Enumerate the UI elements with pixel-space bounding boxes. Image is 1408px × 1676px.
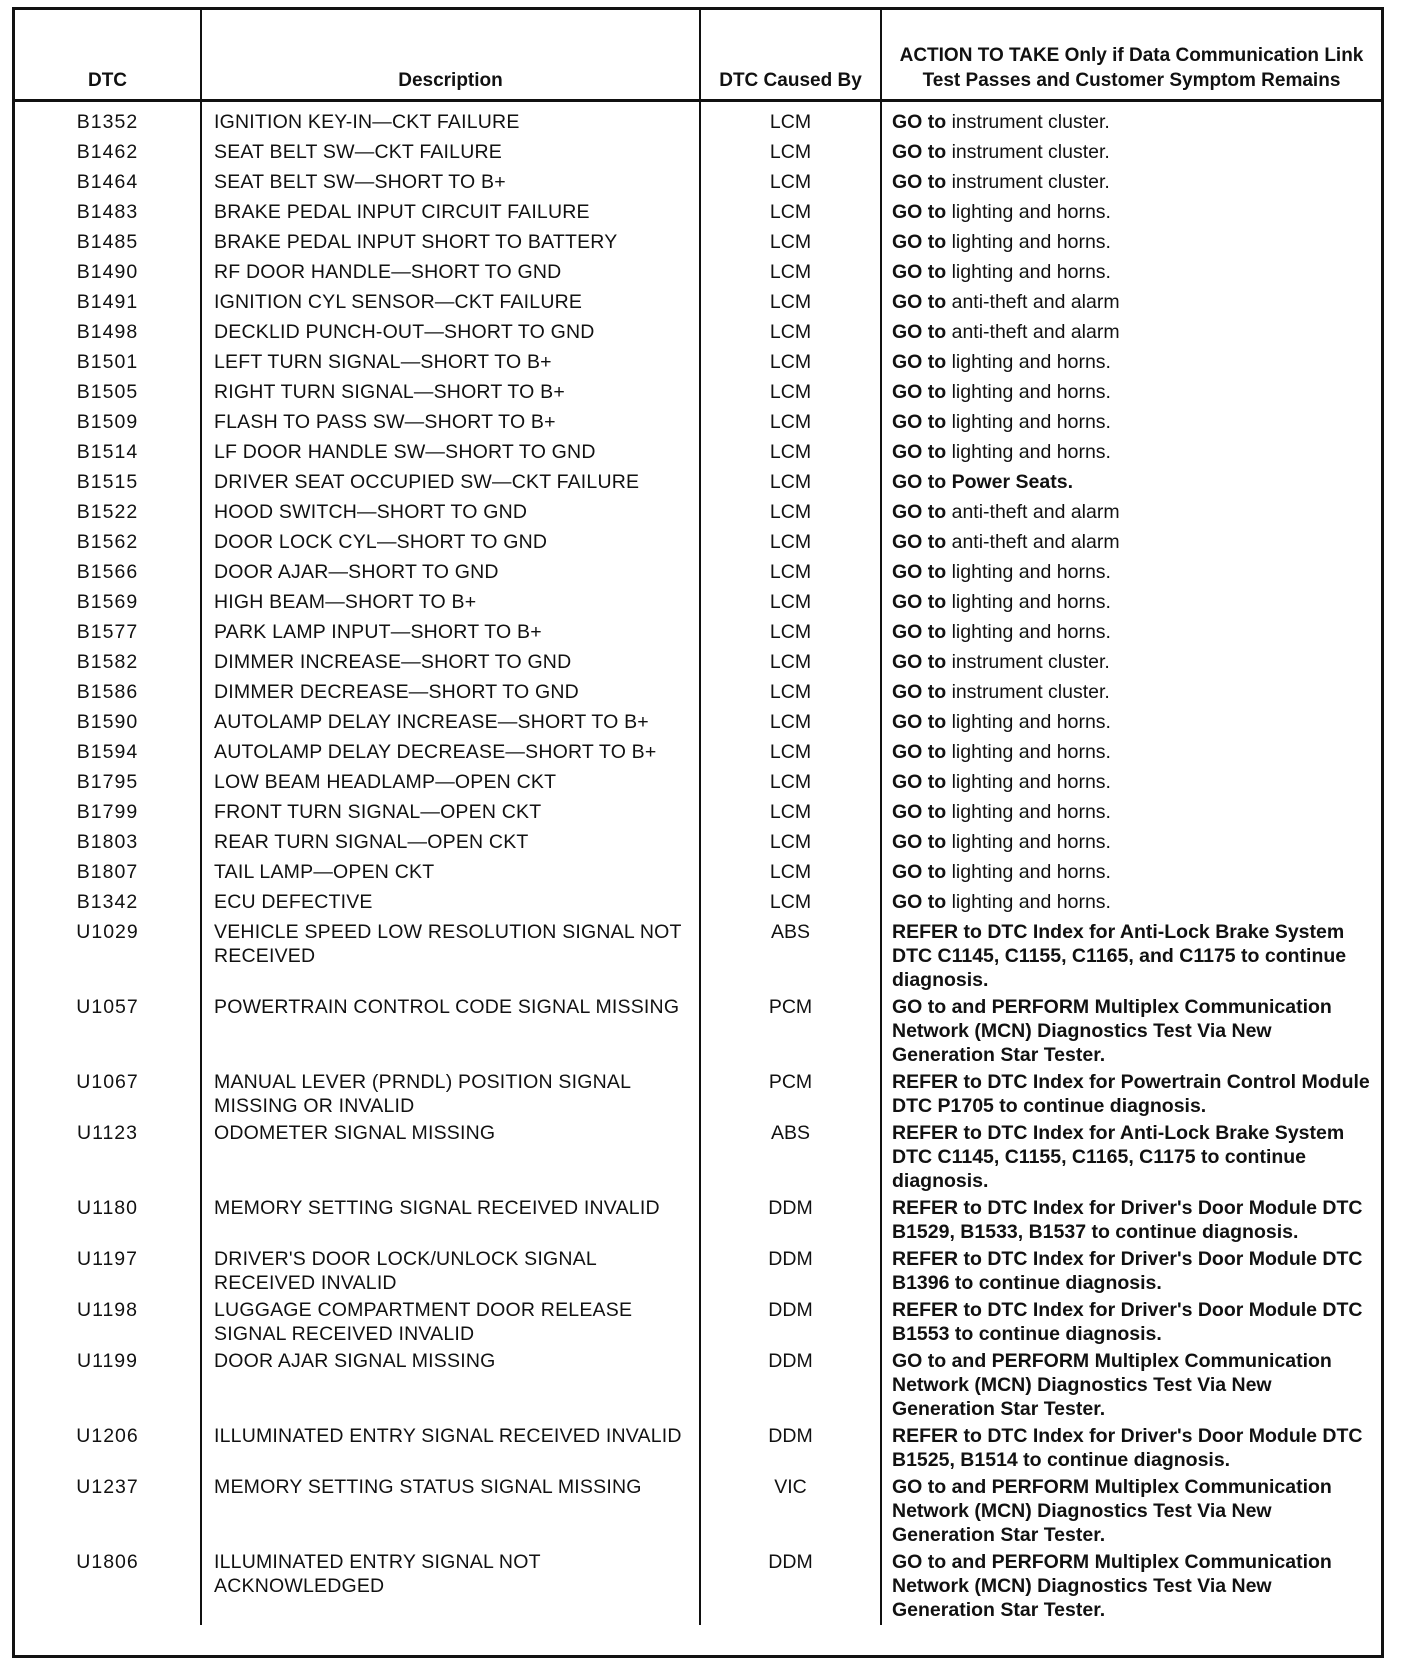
table-row	[15, 590, 1381, 620]
dtc-description: DECKLID PUNCH-OUT—SHORT TO GND	[201, 320, 700, 350]
table-row	[15, 995, 1381, 1070]
action-target: lighting and horns.	[951, 231, 1111, 253]
table-row	[15, 530, 1381, 560]
dtc-description: MANUAL LEVER (PRNDL) POSITION SIGNAL MISSING OR INVALID	[201, 1070, 700, 1121]
action-target: anti-theft and alarm	[951, 291, 1120, 313]
dtc-caused-by: DDM	[700, 1298, 881, 1349]
dtc-action	[881, 680, 1381, 710]
action-verb: GO to	[892, 801, 947, 823]
dtc-description: POWERTRAIN CONTROL CODE SIGNAL MISSING	[201, 995, 700, 1070]
table-row	[15, 830, 1381, 860]
header-dtc: DTC	[15, 10, 201, 101]
table-row	[15, 101, 1381, 141]
action-verb: GO to	[892, 591, 947, 613]
dtc-code: U1806	[76, 1551, 139, 1573]
dtc-action: REFER to DTC Index for Anti-Lock Brake System DTC C1145, C1155, C1165, C1175 to continue diagnosis.	[881, 1121, 1381, 1196]
header-action: ACTION TO TAKE Only if Data Communication Link Test Passes and Customer Symptom Remains	[881, 10, 1381, 101]
dtc-code: B1515	[76, 471, 139, 493]
action-target: lighting and horns.	[951, 411, 1111, 433]
action-target: lighting and horns.	[951, 831, 1111, 853]
dtc-code: B1594	[76, 741, 139, 763]
dtc-action	[881, 740, 1381, 770]
dtc-action	[881, 170, 1381, 200]
action-verb: GO to	[892, 771, 947, 793]
action-target: lighting and horns.	[951, 741, 1111, 763]
dtc-code: B1498	[76, 321, 139, 343]
dtc-caused-by: LCM	[700, 290, 881, 320]
dtc-action	[881, 800, 1381, 830]
action-verb: GO to	[892, 291, 947, 313]
dtc-action: GO to and PERFORM Multiplex Communication Network (MCN) Diagnostics Test Via New Generation Star Tester.	[881, 1550, 1381, 1625]
table-row	[15, 290, 1381, 320]
table-row	[15, 620, 1381, 650]
dtc-table	[15, 10, 1381, 1625]
action-verb: GO to	[892, 651, 947, 673]
table-row	[15, 710, 1381, 740]
dtc-description: RIGHT TURN SIGNAL—SHORT TO B+	[201, 380, 700, 410]
table-row	[15, 1121, 1381, 1196]
table-row	[15, 140, 1381, 170]
dtc-code: B1505	[76, 381, 139, 403]
dtc-caused-by: LCM	[700, 650, 881, 680]
dtc-caused-by: ABS	[700, 1121, 881, 1196]
dtc-caused-by: LCM	[700, 320, 881, 350]
dtc-code: B1352	[76, 111, 139, 133]
dtc-action: GO to and PERFORM Multiplex Communication Network (MCN) Diagnostics Test Via New Generation Star Tester.	[881, 1475, 1381, 1550]
dtc-caused-by: LCM	[700, 560, 881, 590]
dtc-caused-by: LCM	[700, 470, 881, 500]
action-verb: GO to	[892, 171, 947, 193]
action-target: lighting and horns.	[951, 621, 1111, 643]
header-caused-by: DTC Caused By	[700, 10, 881, 101]
dtc-action	[881, 560, 1381, 590]
action-verb: GO to	[892, 681, 947, 703]
dtc-description: VEHICLE SPEED LOW RESOLUTION SIGNAL NOT RECEIVED	[201, 920, 700, 995]
dtc-description: HOOD SWITCH—SHORT TO GND	[201, 500, 700, 530]
action-verb: GO to	[892, 141, 947, 163]
table-row	[15, 1349, 1381, 1424]
dtc-description: AUTOLAMP DELAY INCREASE—SHORT TO B+	[201, 710, 700, 740]
dtc-description: RF DOOR HANDLE—SHORT TO GND	[201, 260, 700, 290]
dtc-description: LF DOOR HANDLE SW—SHORT TO GND	[201, 440, 700, 470]
dtc-action: REFER to DTC Index for Driver's Door Module DTC B1396 to continue diagnosis.	[881, 1247, 1381, 1298]
dtc-description: FLASH TO PASS SW—SHORT TO B+	[201, 410, 700, 440]
table-body	[15, 101, 1381, 1626]
dtc-action	[881, 710, 1381, 740]
dtc-code: B1462	[76, 141, 139, 163]
action-target: anti-theft and alarm	[951, 321, 1120, 343]
dtc-code: B1582	[76, 651, 139, 673]
dtc-action	[881, 380, 1381, 410]
dtc-caused-by: LCM	[700, 620, 881, 650]
action-target: lighting and horns.	[951, 351, 1111, 373]
dtc-caused-by: LCM	[700, 440, 881, 470]
dtc-action	[881, 440, 1381, 470]
dtc-code: B1501	[76, 351, 139, 373]
dtc-caused-by: LCM	[700, 680, 881, 710]
table-row	[15, 740, 1381, 770]
dtc-code: B1803	[76, 831, 139, 853]
dtc-table-sheet	[12, 7, 1384, 1658]
dtc-code: B1562	[76, 531, 139, 553]
dtc-description: SEAT BELT SW—SHORT TO B+	[201, 170, 700, 200]
dtc-description: FRONT TURN SIGNAL—OPEN CKT	[201, 800, 700, 830]
dtc-description: DRIVER SEAT OCCUPIED SW—CKT FAILURE	[201, 470, 700, 500]
dtc-code: B1509	[76, 411, 139, 433]
dtc-code: B1795	[76, 771, 139, 793]
dtc-caused-by: LCM	[700, 170, 881, 200]
dtc-action	[881, 770, 1381, 800]
dtc-description: LEFT TURN SIGNAL—SHORT TO B+	[201, 350, 700, 380]
action-verb: GO to	[892, 561, 947, 583]
dtc-caused-by: LCM	[700, 410, 881, 440]
table-row	[15, 470, 1381, 500]
table-row	[15, 200, 1381, 230]
dtc-description: DOOR AJAR—SHORT TO GND	[201, 560, 700, 590]
dtc-description: ILLUMINATED ENTRY SIGNAL RECEIVED INVALID	[201, 1424, 700, 1475]
dtc-description: BRAKE PEDAL INPUT SHORT TO BATTERY	[201, 230, 700, 260]
dtc-action	[881, 410, 1381, 440]
dtc-action	[881, 620, 1381, 650]
dtc-code: B1491	[76, 291, 139, 313]
dtc-code: B1522	[76, 501, 139, 523]
action-target: instrument cluster.	[951, 111, 1110, 133]
table-row	[15, 650, 1381, 680]
dtc-caused-by: LCM	[700, 260, 881, 290]
dtc-description: DOOR AJAR SIGNAL MISSING	[201, 1349, 700, 1424]
dtc-code: B1566	[76, 561, 139, 583]
action-target: lighting and horns.	[951, 591, 1111, 613]
action-target: lighting and horns.	[951, 861, 1111, 883]
action-target: lighting and horns.	[951, 441, 1111, 463]
table-row	[15, 860, 1381, 890]
dtc-code: U1198	[76, 1299, 138, 1321]
dtc-description: DOOR LOCK CYL—SHORT TO GND	[201, 530, 700, 560]
dtc-action	[881, 290, 1381, 320]
table-row	[15, 1247, 1381, 1298]
action-verb: GO to	[892, 231, 947, 253]
dtc-action	[881, 230, 1381, 260]
dtc-action	[881, 140, 1381, 170]
dtc-action	[881, 860, 1381, 890]
table-row	[15, 920, 1381, 995]
action-verb: GO to	[892, 441, 947, 463]
dtc-description: IGNITION KEY-IN—CKT FAILURE	[201, 101, 700, 141]
dtc-code: B1577	[76, 621, 139, 643]
dtc-caused-by: PCM	[700, 995, 881, 1070]
dtc-code: U1180	[76, 1197, 138, 1219]
dtc-action	[881, 830, 1381, 860]
dtc-action	[881, 101, 1381, 141]
dtc-caused-by: LCM	[700, 380, 881, 410]
dtc-caused-by: LCM	[700, 770, 881, 800]
dtc-caused-by: LCM	[700, 710, 881, 740]
table-row	[15, 170, 1381, 200]
action-verb: GO to	[892, 741, 947, 763]
dtc-code: U1199	[76, 1350, 138, 1372]
dtc-action	[881, 350, 1381, 380]
dtc-description: ECU DEFECTIVE	[201, 890, 700, 920]
action-target: anti-theft and alarm	[951, 501, 1120, 523]
action-target: lighting and horns.	[951, 561, 1111, 583]
action-target: instrument cluster.	[951, 171, 1110, 193]
dtc-description: TAIL LAMP—OPEN CKT	[201, 860, 700, 890]
action-target: lighting and horns.	[951, 891, 1111, 913]
action-target: instrument cluster.	[951, 651, 1110, 673]
header-description: Description	[201, 10, 700, 101]
table-row	[15, 800, 1381, 830]
dtc-description: SEAT BELT SW—CKT FAILURE	[201, 140, 700, 170]
dtc-code: B1464	[76, 171, 139, 193]
action-target: lighting and horns.	[951, 801, 1111, 823]
dtc-caused-by: LCM	[700, 140, 881, 170]
table-row	[15, 1550, 1381, 1625]
dtc-code: B1590	[76, 711, 139, 733]
dtc-action	[881, 470, 1381, 500]
dtc-code: B1490	[76, 261, 139, 283]
dtc-caused-by: DDM	[700, 1349, 881, 1424]
dtc-description: BRAKE PEDAL INPUT CIRCUIT FAILURE	[201, 200, 700, 230]
dtc-action: GO to and PERFORM Multiplex Communication Network (MCN) Diagnostics Test Via New Generation Star Tester.	[881, 995, 1381, 1070]
dtc-description: DIMMER INCREASE—SHORT TO GND	[201, 650, 700, 680]
table-row	[15, 680, 1381, 710]
action-verb: GO to	[892, 321, 947, 343]
dtc-caused-by: DDM	[700, 1550, 881, 1625]
action-target: lighting and horns.	[951, 261, 1111, 283]
dtc-code: U1237	[76, 1476, 139, 1498]
action-verb: GO to	[892, 861, 947, 883]
action-verb: GO to	[892, 531, 947, 553]
dtc-description: MEMORY SETTING SIGNAL RECEIVED INVALID	[201, 1196, 700, 1247]
dtc-code: B1342	[76, 891, 139, 913]
dtc-description: IGNITION CYL SENSOR—CKT FAILURE	[201, 290, 700, 320]
dtc-caused-by: LCM	[700, 500, 881, 530]
action-verb: GO to	[892, 351, 947, 373]
table-row	[15, 380, 1381, 410]
table-row	[15, 410, 1381, 440]
table-row	[15, 350, 1381, 380]
dtc-code: B1514	[76, 441, 139, 463]
dtc-action	[881, 200, 1381, 230]
table-row	[15, 1475, 1381, 1550]
dtc-caused-by: LCM	[700, 860, 881, 890]
dtc-code: B1483	[76, 201, 139, 223]
dtc-caused-by: LCM	[700, 800, 881, 830]
action-verb: GO to	[892, 381, 947, 403]
dtc-action: GO to and PERFORM Multiplex Communication Network (MCN) Diagnostics Test Via New Generation Star Tester.	[881, 1349, 1381, 1424]
action-verb: GO to	[892, 111, 947, 133]
table-header	[15, 10, 1381, 101]
dtc-action	[881, 260, 1381, 290]
dtc-action: REFER to DTC Index for Anti-Lock Brake System DTC C1145, C1155, C1165, and C1175 to continue diagnosis.	[881, 920, 1381, 995]
action-verb: GO to	[892, 501, 947, 523]
dtc-description: REAR TURN SIGNAL—OPEN CKT	[201, 830, 700, 860]
dtc-code: U1123	[76, 1122, 138, 1144]
dtc-action	[881, 530, 1381, 560]
dtc-action: REFER to DTC Index for Driver's Door Module DTC B1553 to continue diagnosis.	[881, 1298, 1381, 1349]
dtc-description: ILLUMINATED ENTRY SIGNAL NOT ACKNOWLEDGED	[201, 1550, 700, 1625]
table-row	[15, 1070, 1381, 1121]
dtc-code: U1206	[76, 1425, 139, 1447]
dtc-caused-by: LCM	[700, 830, 881, 860]
dtc-caused-by: PCM	[700, 1070, 881, 1121]
dtc-description: AUTOLAMP DELAY DECREASE—SHORT TO B+	[201, 740, 700, 770]
dtc-description: LUGGAGE COMPARTMENT DOOR RELEASE SIGNAL RECEIVED INVALID	[201, 1298, 700, 1349]
dtc-caused-by: LCM	[700, 890, 881, 920]
table-row	[15, 230, 1381, 260]
action-verb: GO to	[892, 891, 947, 913]
action-verb: GO to	[892, 201, 947, 223]
action-verb: GO to	[892, 411, 947, 433]
table-row	[15, 1196, 1381, 1247]
action-target: Power Seats.	[951, 471, 1073, 493]
dtc-caused-by: LCM	[700, 590, 881, 620]
dtc-description: HIGH BEAM—SHORT TO B+	[201, 590, 700, 620]
dtc-caused-by: DDM	[700, 1247, 881, 1298]
dtc-code: B1799	[76, 801, 139, 823]
dtc-code: U1067	[76, 1071, 139, 1093]
action-target: anti-theft and alarm	[951, 531, 1120, 553]
dtc-code: B1569	[76, 591, 139, 613]
dtc-description: ODOMETER SIGNAL MISSING	[201, 1121, 700, 1196]
table-row	[15, 890, 1381, 920]
table-row	[15, 500, 1381, 530]
dtc-action	[881, 320, 1381, 350]
table-row	[15, 1424, 1381, 1475]
dtc-caused-by: LCM	[700, 530, 881, 560]
dtc-action	[881, 890, 1381, 920]
dtc-description: PARK LAMP INPUT—SHORT TO B+	[201, 620, 700, 650]
dtc-description: LOW BEAM HEADLAMP—OPEN CKT	[201, 770, 700, 800]
action-verb: GO to	[892, 621, 947, 643]
dtc-action: REFER to DTC Index for Driver's Door Module DTC B1525, B1514 to continue diagnosis.	[881, 1424, 1381, 1475]
dtc-action	[881, 590, 1381, 620]
dtc-code: B1586	[76, 681, 139, 703]
action-target: lighting and horns.	[951, 381, 1111, 403]
dtc-caused-by: LCM	[700, 200, 881, 230]
table-row	[15, 260, 1381, 290]
dtc-code: U1197	[76, 1248, 138, 1270]
table-row	[15, 440, 1381, 470]
dtc-caused-by: DDM	[700, 1424, 881, 1475]
dtc-caused-by: VIC	[700, 1475, 881, 1550]
dtc-action: REFER to DTC Index for Driver's Door Module DTC B1529, B1533, B1537 to continue diagnosis.	[881, 1196, 1381, 1247]
table-row	[15, 770, 1381, 800]
dtc-code: U1029	[76, 921, 139, 943]
table-row	[15, 320, 1381, 350]
action-target: lighting and horns.	[951, 201, 1111, 223]
action-target: instrument cluster.	[951, 141, 1110, 163]
dtc-description: DRIVER'S DOOR LOCK/UNLOCK SIGNAL RECEIVED INVALID	[201, 1247, 700, 1298]
dtc-code: B1807	[76, 861, 139, 883]
dtc-code: B1485	[76, 231, 139, 253]
table-row	[15, 560, 1381, 590]
table-row	[15, 1298, 1381, 1349]
action-verb: GO to	[892, 261, 947, 283]
dtc-code: U1057	[76, 996, 139, 1018]
action-verb: GO to	[892, 831, 947, 853]
dtc-action	[881, 500, 1381, 530]
dtc-caused-by: LCM	[700, 740, 881, 770]
action-verb: GO to	[892, 711, 947, 733]
action-target: instrument cluster.	[951, 681, 1110, 703]
dtc-caused-by: ABS	[700, 920, 881, 995]
dtc-description: MEMORY SETTING STATUS SIGNAL MISSING	[201, 1475, 700, 1550]
dtc-caused-by: DDM	[700, 1196, 881, 1247]
action-target: lighting and horns.	[951, 711, 1111, 733]
action-target: lighting and horns.	[951, 771, 1111, 793]
dtc-caused-by: LCM	[700, 230, 881, 260]
dtc-caused-by: LCM	[700, 101, 881, 141]
dtc-caused-by: LCM	[700, 350, 881, 380]
dtc-action	[881, 650, 1381, 680]
dtc-description: DIMMER DECREASE—SHORT TO GND	[201, 680, 700, 710]
action-verb: GO to	[892, 471, 947, 493]
dtc-action: REFER to DTC Index for Powertrain Control Module DTC P1705 to continue diagnosis.	[881, 1070, 1381, 1121]
